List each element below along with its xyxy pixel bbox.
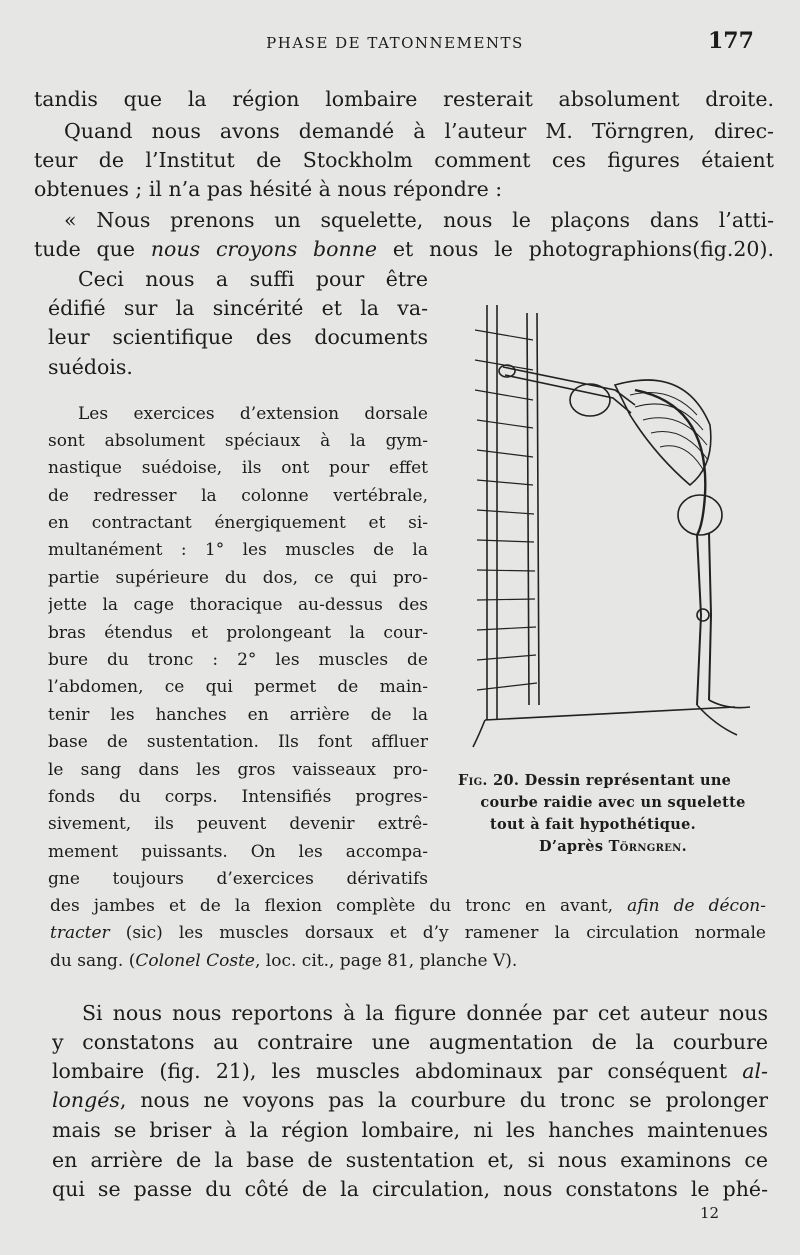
quote-line: nastique suédoise, ils ont pour effet bbox=[48, 458, 428, 478]
quote-line: jette la cage thoracique au-dessus des bbox=[48, 595, 428, 615]
floor-line bbox=[485, 707, 735, 720]
body-line: « Nous prenons un squelette, nous le plaçons dans l’atti- bbox=[64, 208, 774, 232]
quote-text: (sic) les muscles dorsaux et d’y ramener la circulation normale bbox=[109, 923, 766, 943]
quote-line: multanément : 1° les muscles de la bbox=[48, 540, 428, 560]
caption-line bbox=[458, 770, 768, 792]
skeleton-skull bbox=[570, 384, 610, 416]
body-line: tandis que la région lombaire resterait absolument droite. bbox=[34, 87, 774, 111]
body-line: obtenues ; il n’a pas hésité à nous répondre : bbox=[34, 177, 503, 201]
body-line: qui se passe du côté de la circulation, nous constatons le phé- bbox=[52, 1177, 768, 1201]
caption-text: Dessin représentant une bbox=[519, 772, 732, 789]
quote-line: Les exercices d’extension dorsale bbox=[78, 404, 428, 424]
emphasis-text: Colonel Coste bbox=[135, 951, 255, 971]
caption-text: D’après bbox=[539, 838, 609, 855]
quote-text: , loc. cit., page 81, planche V). bbox=[255, 951, 518, 971]
caption-line: courbe raidie avec un squelette bbox=[480, 794, 746, 811]
quote-line: gne toujours d’exercices dérivatifs bbox=[48, 869, 428, 889]
quote-text: du sang. ( bbox=[50, 951, 136, 971]
body-line bbox=[52, 1085, 768, 1115]
body-text: , nous ne voyons pas la courbure du tronc se prolonger bbox=[119, 1088, 768, 1112]
body-line: teur de l’Institut de Stockholm comment ces figures étaient bbox=[34, 148, 774, 172]
page-number: 177 bbox=[708, 28, 754, 54]
skeleton-foot bbox=[697, 705, 737, 735]
signature-mark: 12 bbox=[700, 1204, 720, 1222]
emphasis-text: nous croyons bonne bbox=[150, 237, 378, 261]
running-title: PHASE DE TATONNEMENTS bbox=[266, 34, 524, 52]
body-line bbox=[52, 1056, 768, 1086]
emphasis-text: afin de décon- bbox=[627, 896, 766, 916]
skeleton-illustration bbox=[465, 295, 765, 760]
body-line: Si nous nous reportons à la figure donnée par cet auteur nous bbox=[82, 1001, 768, 1025]
figure-caption bbox=[458, 770, 768, 858]
body-line bbox=[34, 234, 774, 264]
body-text: tude que bbox=[34, 237, 151, 261]
quote-line bbox=[50, 948, 766, 975]
body-line: Ceci nous a suffi pour être bbox=[78, 267, 428, 291]
quote-line: tenir les hanches en arrière de la bbox=[48, 705, 428, 725]
figure-label: Fig. 20. bbox=[458, 772, 520, 789]
body-text: lombaire (fig. 21), les muscles abdominaux par conséquent bbox=[52, 1059, 743, 1083]
skeleton-spine bbox=[635, 390, 705, 535]
quote-line bbox=[50, 920, 766, 947]
body-line: mais se briser à la région lombaire, ni les hanches maintenues bbox=[52, 1118, 768, 1142]
quote-line: en contractant énergiquement et si- bbox=[48, 513, 428, 533]
quote-line: le sang dans les gros vaisseaux pro- bbox=[48, 760, 428, 780]
wall-bar-upright bbox=[537, 313, 539, 705]
skeleton-knee bbox=[697, 609, 709, 621]
quote-line: bras étendus et prolongeant la cour- bbox=[48, 623, 428, 643]
quote-line: de redresser la colonne vertébrale, bbox=[48, 486, 428, 506]
emphasis-text: longés bbox=[52, 1088, 120, 1112]
floor-edge bbox=[473, 720, 485, 747]
body-line: y constatons au contraire une augmentation de la courbure bbox=[52, 1030, 768, 1054]
body-text: et nous le photographions(fig.20). bbox=[377, 237, 774, 261]
quote-line: sont absolument spéciaux à la gym- bbox=[48, 431, 428, 451]
quote-line: mement puissants. On les accompa- bbox=[48, 842, 428, 862]
quote-line: fonds du corps. Intensifiés progres- bbox=[48, 787, 428, 807]
body-line: leur scientifique des documents bbox=[48, 325, 428, 349]
quote-line: base de sustentation. Ils font affluer bbox=[48, 732, 428, 752]
body-line: en arrière de la base de sustentation et, si nous examinons ce bbox=[52, 1148, 768, 1172]
emphasis-text: tracter bbox=[50, 923, 110, 943]
body-line: Quand nous avons demandé à l’auteur M. Törngren, direc- bbox=[64, 119, 774, 143]
skeleton-foot bbox=[709, 700, 750, 708]
quote-line bbox=[50, 893, 766, 920]
caption-line bbox=[458, 836, 768, 858]
body-line: suédois. bbox=[48, 355, 133, 379]
quote-line: l’abdomen, ce qui permet de main- bbox=[48, 677, 428, 697]
skeleton-ribcage bbox=[615, 380, 711, 485]
caption-line: tout à fait hypothétique. bbox=[490, 816, 696, 833]
caption-author: Törngren. bbox=[608, 838, 687, 855]
quote-line: partie supérieure du dos, ce qui pro- bbox=[48, 568, 428, 588]
body-line: édifié sur la sincérité et la va- bbox=[48, 296, 428, 320]
quote-line: sivement, ils peuvent devenir extrê- bbox=[48, 814, 428, 834]
quote-line: bure du tronc : 2° les muscles de bbox=[48, 650, 428, 670]
quote-text: des jambes et de la flexion complète du tronc en avant, bbox=[50, 896, 628, 916]
emphasis-text: al- bbox=[742, 1059, 768, 1083]
